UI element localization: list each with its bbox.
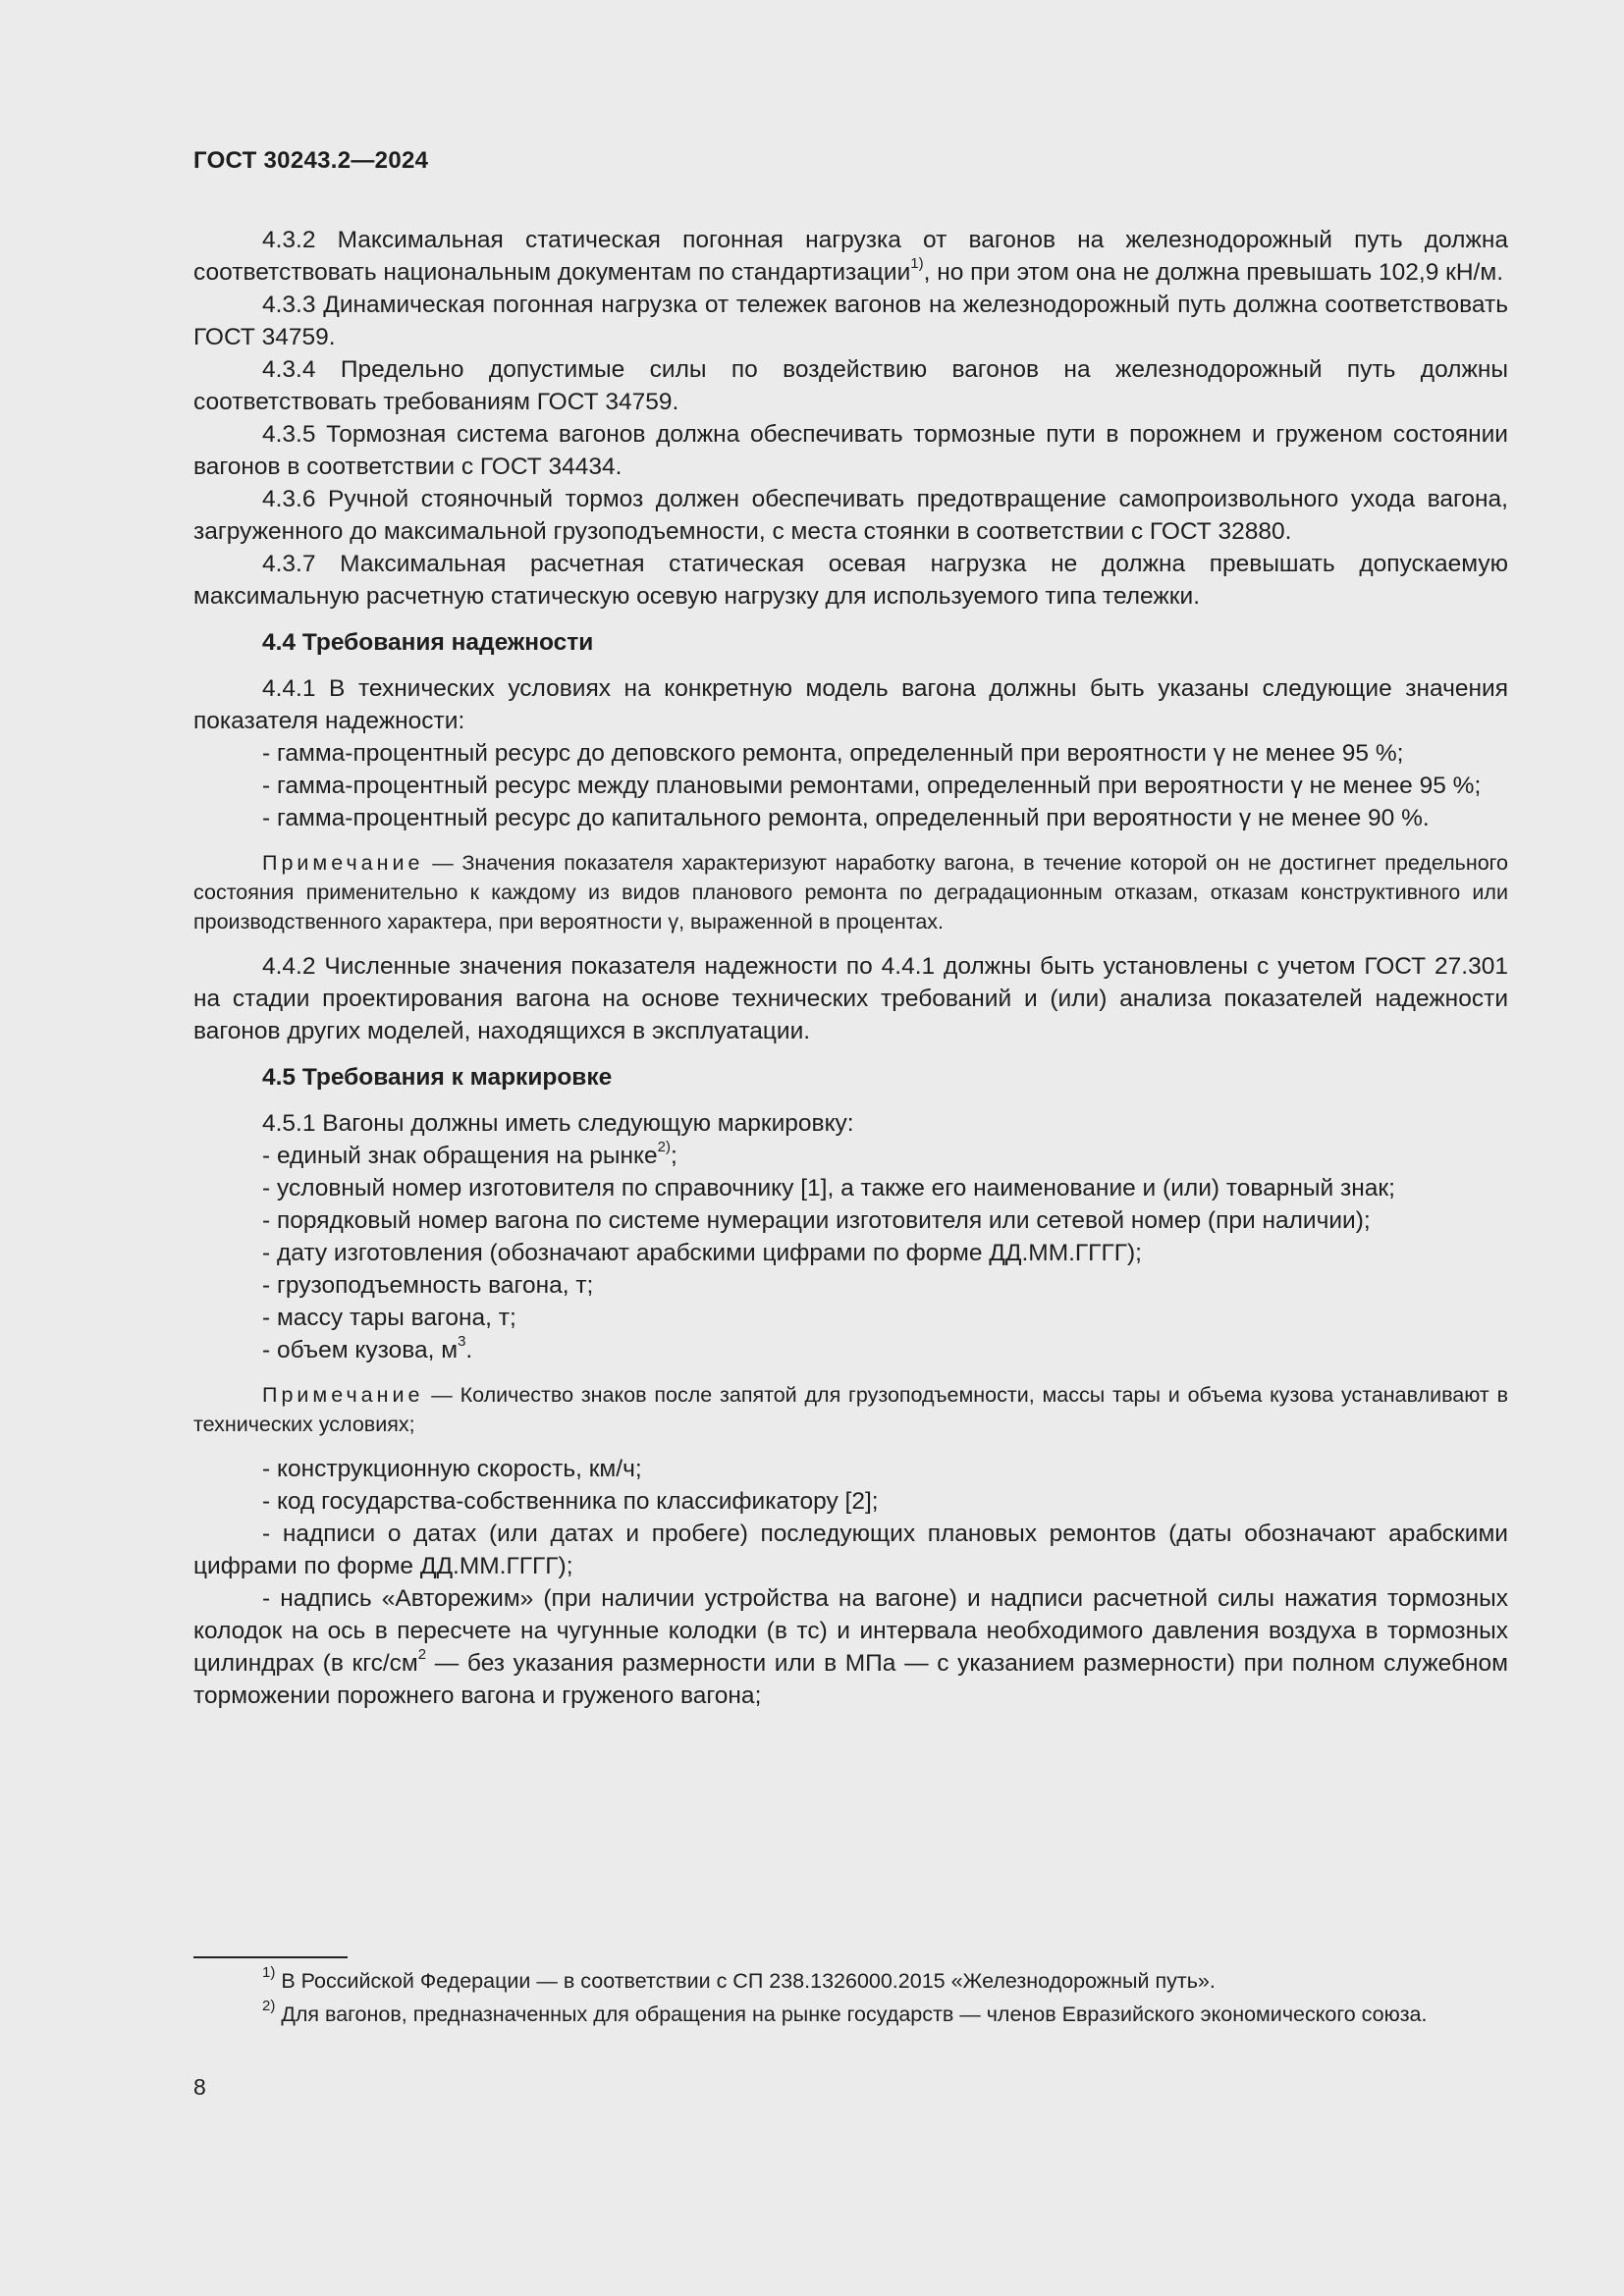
footnote-text: В Российской Федерации — в соответствии с СП 238.1326000.2015 «Железнодорожный путь».: [275, 1969, 1216, 1993]
paragraph-text: , но при этом она не должна превышать 102,9 кН/м.: [923, 259, 1504, 286]
list-item: - дату изготовления (обозначают арабскими цифрами по форме ДД.ММ.ГГГГ);: [262, 1240, 1142, 1266]
note-1: [193, 848, 1508, 936]
list-item-text: - единый знак обращения на рынке: [262, 1143, 658, 1169]
list-item-text: ;: [670, 1143, 677, 1169]
section-heading-4-5: 4.5 Требования к маркировке: [262, 1064, 613, 1091]
note-label: Примечание: [262, 1383, 424, 1407]
list-item: [193, 1334, 1508, 1366]
paragraph-4-4-1: 4.4.1 В технических условиях на конкретную модель вагона должны быть указаны следующие значения показателя надежности:: [193, 675, 1508, 734]
note-label: Примечание: [262, 851, 424, 875]
paragraph-4-3-5: 4.3.5 Тормозная система вагонов должна обеспечивать тормозные пути в порожнем и груженом состоянии вагонов в соответствии с ГОСТ 34434.: [193, 421, 1508, 480]
paragraph-4-3-4: 4.3.4 Предельно допустимые силы по воздействию вагонов на железнодорожный путь должны соответствовать требованиям ГОСТ 34759.: [193, 356, 1508, 415]
list-item: - грузоподъемность вагона, т;: [262, 1272, 594, 1299]
list-item: - гамма-процентный ресурс до капитального ремонта, определенный при вероятности γ не менее 90 %.: [262, 805, 1430, 831]
list-item: - надписи о датах (или датах и пробеге) последующих плановых ремонтов (даты обозначают арабскими цифрами по форме ДД.ММ.ГГГГ);: [193, 1521, 1508, 1579]
footnote-text: Для вагонов, предназначенных для обращения на рынке государств — членов Евразийского экономического союза.: [275, 2002, 1428, 2026]
note-text: — Значения показателя характеризуют наработку вагона, в течение которой он не достигнет предельного состояния применительно к каждому из видов планового ремонта по деградационным отказам, отказам конструктивного или производственного характера, при вероятности γ, выраженной в процентах.: [193, 851, 1508, 934]
footnote-mark: 1): [262, 1963, 276, 1981]
list-item: - гамма-процентный ресурс между плановыми ремонтами, определенный при вероятности γ не менее 95 %;: [262, 773, 1482, 799]
section-heading-4-4: 4.4 Требования надежности: [262, 629, 594, 656]
list-item: - код государства-собственника по классификатору [2];: [262, 1488, 879, 1515]
list-item: [193, 1582, 1508, 1712]
footnote-2: [193, 1997, 1508, 2029]
paragraph-4-5-1: 4.5.1 Вагоны должны иметь следующую маркировку:: [262, 1110, 854, 1137]
note-2: [193, 1380, 1508, 1439]
list-item-text: - объем кузова, м: [262, 1337, 459, 1363]
paragraph-4-3-2: [193, 224, 1508, 289]
list-item-text: — без указания размерности или в МПа — с указанием размерности) при полном служебном торможении порожнего вагона и груженого вагона;: [193, 1650, 1508, 1709]
paragraph-4-3-7: 4.3.7 Максимальная расчетная статическая осевая нагрузка не должна превышать допускаемую максимальную расчетную статическую осевую нагрузку для используемого типа тележки.: [193, 551, 1508, 610]
superscript: 2: [417, 1645, 427, 1663]
footnotes: [193, 1963, 1508, 2033]
list-item: [193, 1140, 1508, 1172]
paragraph-4-3-6: 4.3.6 Ручной стояночный тормоз должен обеспечивать предотвращение самопроизвольного ухода вагона, загруженного до максимальной грузоподъемности, с места стоянки в соответствии с ГОСТ 32880.: [193, 486, 1508, 545]
paragraph-text: 4.3.2 Максимальная статическая погонная нагрузка от вагонов на железнодорожный путь должна соответствовать национальным документам по стандартизации: [193, 227, 1508, 286]
document-body: [193, 224, 1508, 1712]
note-text: — Количество знаков после запятой для грузоподъемности, массы тары и объема кузова устанавливают в технических условиях;: [193, 1383, 1508, 1436]
footnote-ref: 1): [910, 254, 924, 272]
superscript: 3: [458, 1332, 466, 1350]
list-item: - массу тары вагона, т;: [262, 1305, 516, 1331]
footnote-separator: [193, 1956, 348, 1958]
list-item: - конструкционную скорость, км/ч;: [262, 1456, 642, 1482]
footnote-mark: 2): [262, 1997, 276, 2014]
list-item-text: - надпись «Авторежим» (при наличии устройства на вагоне) и надписи расчетной силы нажатия тормозных колодок на ось в пересчете на чугунные колодки (в тс) и интервала необходимого давления воздуха в тормозных цилиндрах (в кгс/см: [193, 1585, 1508, 1677]
footnote-ref: 2): [657, 1138, 671, 1155]
paragraph-4-3-3: 4.3.3 Динамическая погонная нагрузка от тележек вагонов на железнодорожный путь должна соответствовать ГОСТ 34759.: [193, 292, 1508, 350]
list-item-text: .: [465, 1337, 473, 1363]
list-item: - условный номер изготовителя по справочнику [1], а также его наименование и (или) товарный знак;: [262, 1175, 1395, 1201]
paragraph-4-4-2: 4.4.2 Численные значения показателя надежности по 4.4.1 должны быть установлены с учетом ГОСТ 27.301 на стадии проектирования вагона на основе технических требований и (или) анализа показателей надежности вагонов других моделей, находящихся в эксплуатации.: [193, 953, 1508, 1044]
footnote-1: [193, 1963, 1508, 1996]
page-number: 8: [193, 2074, 206, 2100]
list-item: - порядковый номер вагона по системе нумерации изготовителя или сетевой номер (при наличии);: [262, 1207, 1371, 1234]
list-item: - гамма-процентный ресурс до деповского ремонта, определенный при вероятности γ не менее 95 %;: [262, 740, 1404, 767]
document-header: ГОСТ 30243.2—2024: [193, 147, 429, 174]
